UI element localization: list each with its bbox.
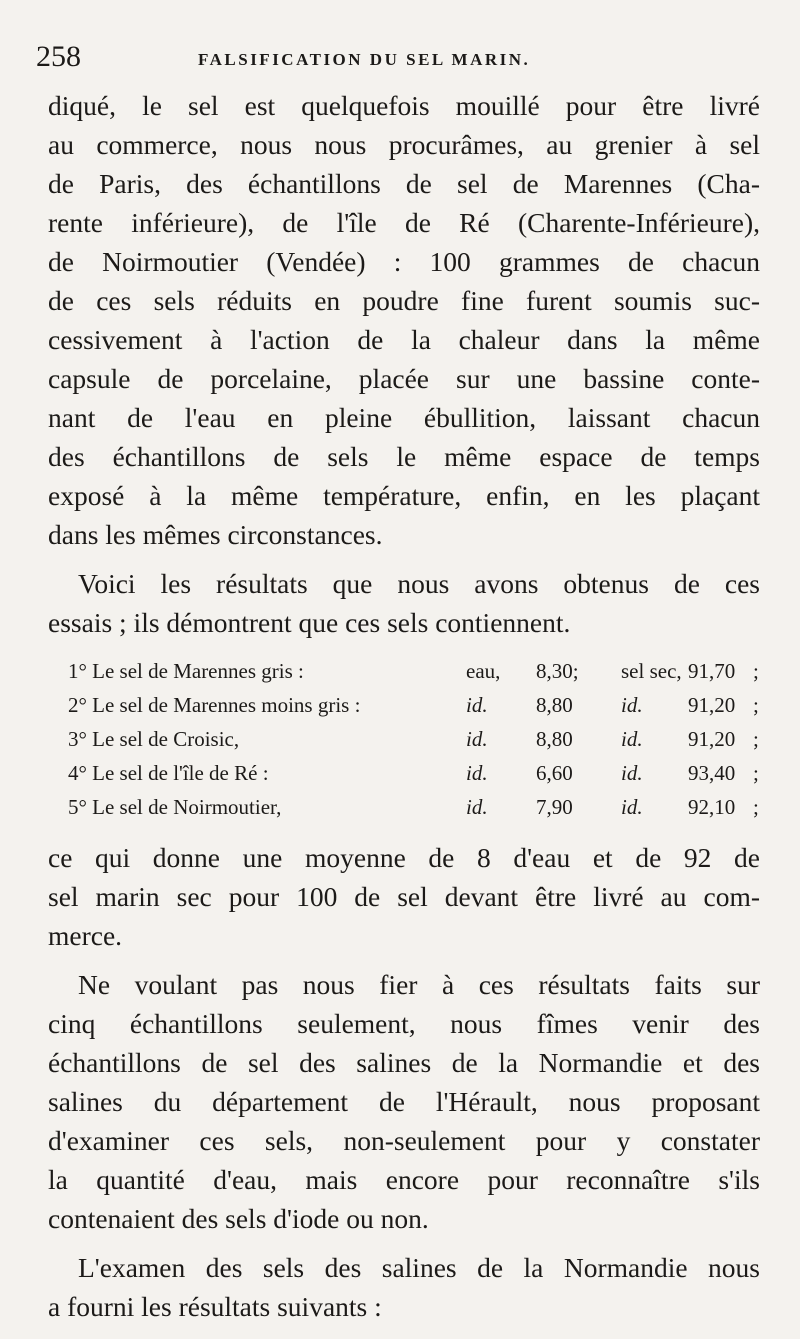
text-line: a fourni les résultats suivants : [48,1291,382,1322]
row-end: ; [753,693,759,717]
water-label: id. [466,761,488,785]
text-line: nant de l'eau en pleine ébullition, laissant chacun [48,402,760,433]
row-label: 5° Le sel de Noirmoutier, [68,795,282,819]
text-line: diqué, le sel est quelquefois mouillé pour être livré [48,90,760,121]
row-label: 1° Le sel de Marennes gris : [68,659,304,683]
row-label: 4° Le sel de l'île de Ré : [68,761,269,785]
results-table [48,654,760,824]
text-line: Ne voulant pas nous fier à ces résultats faits sur [78,969,760,1000]
page-number: 258 [36,40,81,73]
text-line: de ces sels réduits en poudre fine furent soumis suc- [48,285,760,316]
water-label: id. [466,795,488,819]
table-row [48,790,760,824]
dry-salt-value: 91,70 [688,659,736,683]
dry-salt-label: id. [621,761,643,785]
text-line: rente inférieure), de l'île de Ré (Charente-Inférieure), [48,207,760,238]
text-line: capsule de porcelaine, placée sur une bassine conte- [48,363,760,394]
row-end: ; [753,795,759,819]
water-value: 8,80 [536,727,573,751]
text-line: L'examen des sels des salines de la Normandie nous [78,1252,760,1283]
paragraph-normandy-intro [48,1248,760,1326]
dry-salt-value: 91,20 [688,727,736,751]
text-line: exposé à la même température, enfin, en les plaçant [48,480,760,511]
text-line: Voici les résultats que nous avons obtenus de ces [78,568,760,599]
running-title: FALSIFICATION DU SEL MARIN. [198,50,531,69]
row-label: 2° Le sel de Marennes moins gris : [68,693,361,717]
text-line: au commerce, nous nous procurâmes, au grenier à sel [48,129,760,160]
water-label: eau, [466,659,501,683]
text-line: merce. [48,920,123,951]
text-line: sel marin sec pour 100 de sel devant être livré au com- [48,881,760,912]
paragraph-further-samples [48,965,760,1238]
row-end: ; [753,727,759,751]
table-row [48,688,760,722]
water-value: 8,30; [536,659,579,683]
book-page [36,40,760,1326]
text-line: ce qui donne une moyenne de 8 d'eau et de 92 de [48,842,760,873]
text-line: cinq échantillons seulement, nous fîmes venir des [48,1008,760,1039]
dry-salt-value: 91,20 [688,693,736,717]
text-line: dans les mêmes circonstances. [48,519,383,550]
dry-salt-value: 92,10 [688,795,736,819]
page-header [36,40,760,86]
table-row [48,756,760,790]
dry-salt-value: 93,40 [688,761,736,785]
text-line: de Paris, des échantillons de sel de Marennes (Cha- [48,168,760,199]
text-line: des échantillons de sels le même espace de temps [48,441,760,472]
text-line: salines du département de l'Hérault, nous proposant [48,1086,760,1117]
paragraph-results-intro [48,564,760,642]
row-end: ; [753,761,759,785]
dry-salt-label: id. [621,693,643,717]
water-label: id. [466,727,488,751]
text-line: échantillons de sel des salines de la Normandie et des [48,1047,760,1078]
table-row [48,722,760,756]
dry-salt-label: id. [621,795,643,819]
text-line: contenaient des sels d'iode ou non. [48,1203,429,1234]
text-line: d'examiner ces sels, non-seulement pour y constater [48,1125,760,1156]
water-value: 6,60 [536,761,573,785]
paragraph-average [48,838,760,955]
dry-salt-label: sel sec, [621,659,682,683]
water-value: 8,80 [536,693,573,717]
dry-salt-label: id. [621,727,643,751]
paragraph-sample-procedure [48,86,760,554]
water-value: 7,90 [536,795,573,819]
text-line: la quantité d'eau, mais encore pour reconnaître s'ils [48,1164,760,1195]
text-line: essais ; ils démontrent que ces sels contiennent. [48,607,571,638]
text-line: de Noirmoutier (Vendée) : 100 grammes de chacun [48,246,760,277]
row-label: 3° Le sel de Croisic, [68,727,240,751]
water-label: id. [466,693,488,717]
row-end: ; [753,659,759,683]
text-line: cessivement à l'action de la chaleur dans la même [48,324,760,355]
table-row [48,654,760,688]
